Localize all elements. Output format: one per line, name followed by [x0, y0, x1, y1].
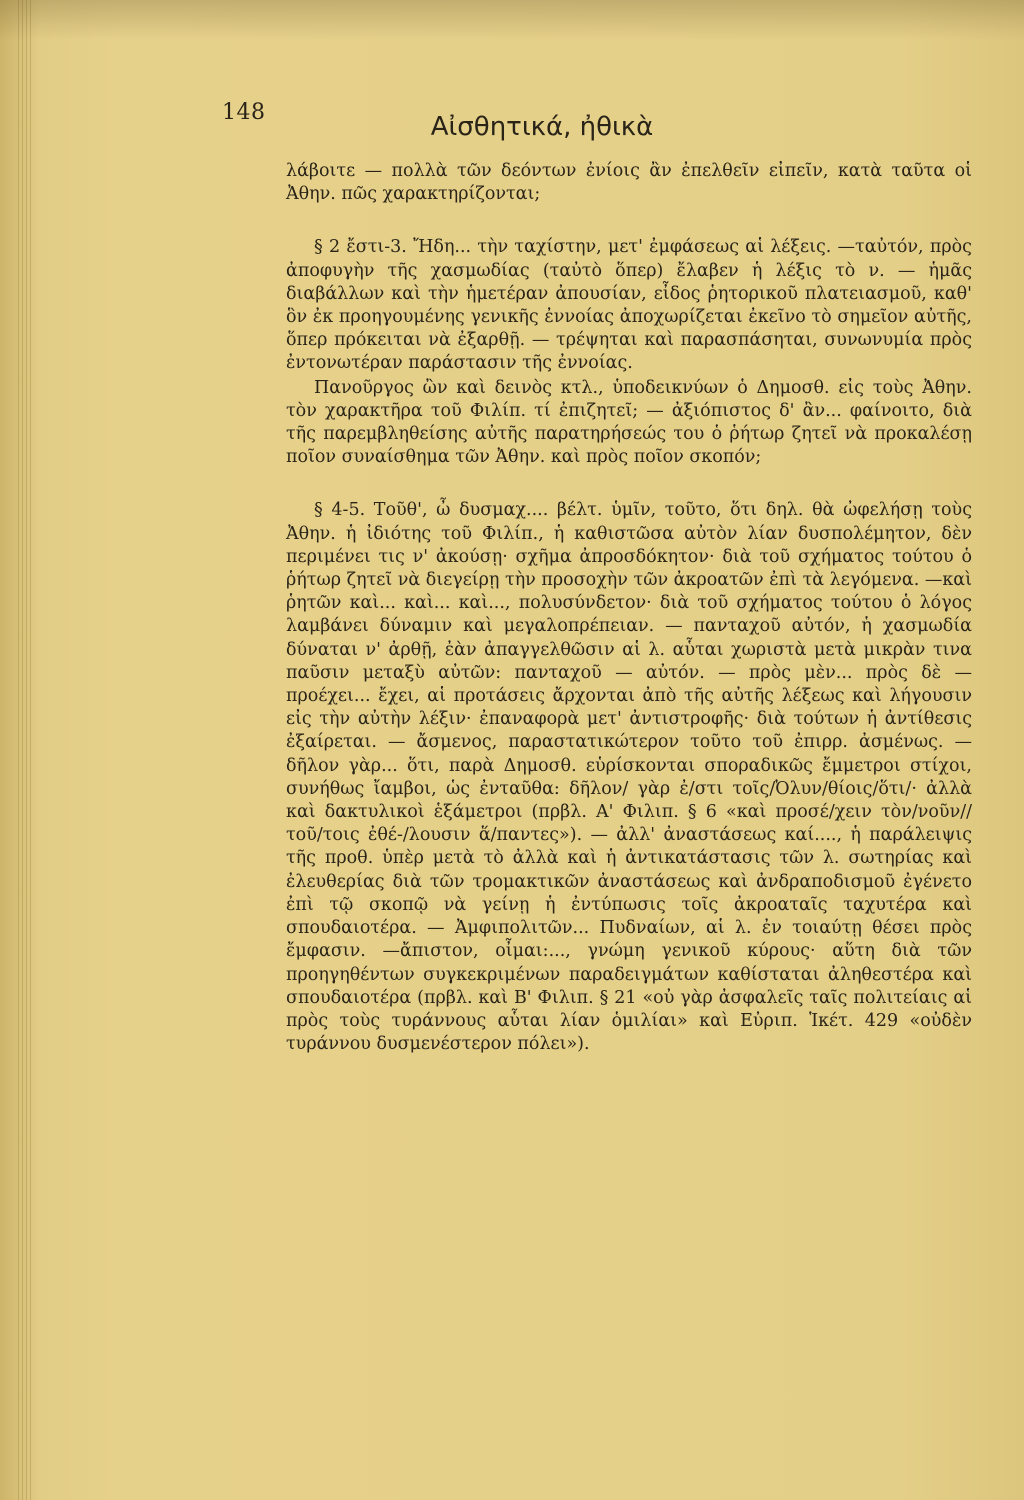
paragraph-section-2: § 2 ἔστι-3. Ἤδη... τὴν ταχίστην, μετ' ἐμφάσεως αἱ λέξεις. —ταὐτόν, πρὸς ἀποφυγὴν τῆς χασμωδίας (ταὐτὸ ὅπερ) ἔλαβεν ἡ λέξις τὸ ν. — ἡμᾶς διαβάλλων καὶ τὴν ἡμετέραν ἀπουσίαν, εἶδος ῥητορικοῦ πλατειασμοῦ, καθ' ὃν ἐκ προηγουμένης γενικῆς ἐννοίας ἀποχωρίζεται ἐκεῖνο τὸ σημεῖον αὐτῆς, ὅπερ πρόκειται νὰ ἐξαρθῇ. — τρέψηται καὶ παρασπάσηται, συνωνυμία πρὸς ἐντονωτέραν παράστασιν τῆς ἐννοίας.	[286, 237, 972, 374]
page-number: 148	[222, 100, 266, 125]
paragraph-section-4-5: § 4-5. Τοῦθ', ὦ δυσμαχ.... βέλτ. ὑμῖν, τοῦτο, ὅτι δηλ. θὰ ὠφελήσῃ τοὺς Ἀθην. ἡ ἰδιότης τοῦ Φιλίπ., ἡ καθιστῶσα αὐτὸν λίαν δυσπολέμητον, δὲν περιμένει τις ν' ἀκούσῃ· σχῆμα ἀπροσδόκητον· διὰ τοῦ σχήματος τούτου ὁ ῥήτωρ ζητεῖ νὰ διεγείρῃ τὴν προσοχὴν τῶν ἀκροατῶν ἐπὶ τὰ λεγόμενα. —καὶ ῥητῶν καὶ... καὶ... καὶ..., πολυσύνδετον· διὰ τοῦ σχήματος τούτου ὁ λόγος λαμβάνει δύναμιν καὶ μεγαλοπρέπειαν. — πανταχοῦ αὐτόν, ἡ χασμωδία δύναται ν' ἀρθῇ, ἐὰν ἀπαγγελθῶσιν αἱ λ. αὗται χωριστὰ μετὰ μικρὰν τινα παῦσιν μεταξὺ αὐτῶν: πανταχοῦ — αὐτόν. — πρὸς μὲν... πρὸς δὲ — προέχει... ἔχει, αἱ προτάσεις ἄρχονται ἀπὸ τῆς αὐτῆς λέξεως καὶ λήγουσιν εἰς τὴν αὐτὴν λέξιν· ἐπαναφορὰ μετ' ἀντιστροφῆς· διὰ τούτων ἡ ἀντίθεσις ἐξαίρεται. — ἄσμενος, παραστατικώτερον τοῦτο τοῦ ἐπιρρ. ἀσμένως. — δῆλον γὰρ... ὅτι, παρὰ Δημοσθ. εὑρίσκονται σποραδικῶς ἔμμετροι στίχοι, συνήθως ἴαμβοι, ὡς ἐνταῦθα: δῆλον/ γὰρ ἐ/στι τοῖς/Ὀλυν/θίοις/ὅτι/· ἀλλὰ καὶ δακτυλικοὶ ἑξάμετροι (πρβλ. Α' Φιλιπ. § 6 «καὶ προσέ/χειν τὸν/νοῦν//τοῦ/τοις ἐθέ-/λουσιν ἅ/παντες»). — ἀλλ' ἀναστάσεως καί...., ἡ παράλειψις τῆς προθ. ὑπὲρ μετὰ τὸ ἀλλὰ καὶ ἡ ἀντικατάστασις τῶν λ. σωτηρίας καὶ ἐλευθερίας διὰ τῶν τρομακτικῶν ἀναστάσεως καὶ ἀνδραποδισμοῦ ἐγένετο ἐπὶ τῷ σκοπῷ νὰ γείνῃ ἡ ἐντύπωσις τοῖς ἀκροαταῖς ταχυτέρα καὶ σπουδαιοτέρα. — Ἀμφιπολιτῶν... Πυδναίων, αἱ λ. ἐν τοιαύτῃ θέσει πρὸς ἔμφασιν. —ἄπιστον, οἶμαι:..., γνώμη γενικοῦ κύρους· αὕτη διὰ τῶν προηγηθέντων συγκεκριμένων παραδειγμάτων καθίσταται ἀληθεστέρα καὶ σπουδαιοτέρα (πρβλ. καὶ Β' Φιλιπ. § 21 «οὐ γὰρ ἀσφαλεῖς ταῖς πολιτείαις αἱ πρὸς τοὺς τυράννους αὗται λίαν ὁμιλίαι» καὶ Εὐριπ. Ἱκέτ. 429 «οὐδὲν τυράννου δυσμενέστερον πόλει»).	[286, 500, 972, 1055]
page-edge-stack	[18, 0, 32, 1500]
paragraph-panourgos: Πανοῦργος ὢν καὶ δεινὸς κτλ., ὑποδεικνύων ὁ Δημοσθ. εἰς τοὺς Ἀθην. τὸν χαρακτῆρα τοῦ Φιλίπ. τί ἐπιζητεῖ; — ἀξιόπιστος δ' ἂν... φαίνοιτο, διὰ τῆς παρεμβληθείσης αὐτῆς παρατηρήσεώς του ὁ ῥήτωρ ζητεῖ νὰ προκαλέσῃ ποῖον συναίσθημα τῶν Ἀθην. καὶ πρὸς ποῖον σκοπόν;	[286, 377, 972, 468]
body-text	[286, 160, 972, 1056]
running-title: Αἰσθητικά, ἠθικὰ	[430, 112, 654, 142]
top-shadow	[0, 0, 1024, 40]
paragraph-continuation: λάβοιτε — πολλὰ τῶν δεόντων ἐνίοις ἂν ἐπελθεῖν εἰπεῖν, κατὰ ταῦτα οἱ Ἀθην. πῶς χαρακτηρίζονται;	[286, 161, 972, 205]
